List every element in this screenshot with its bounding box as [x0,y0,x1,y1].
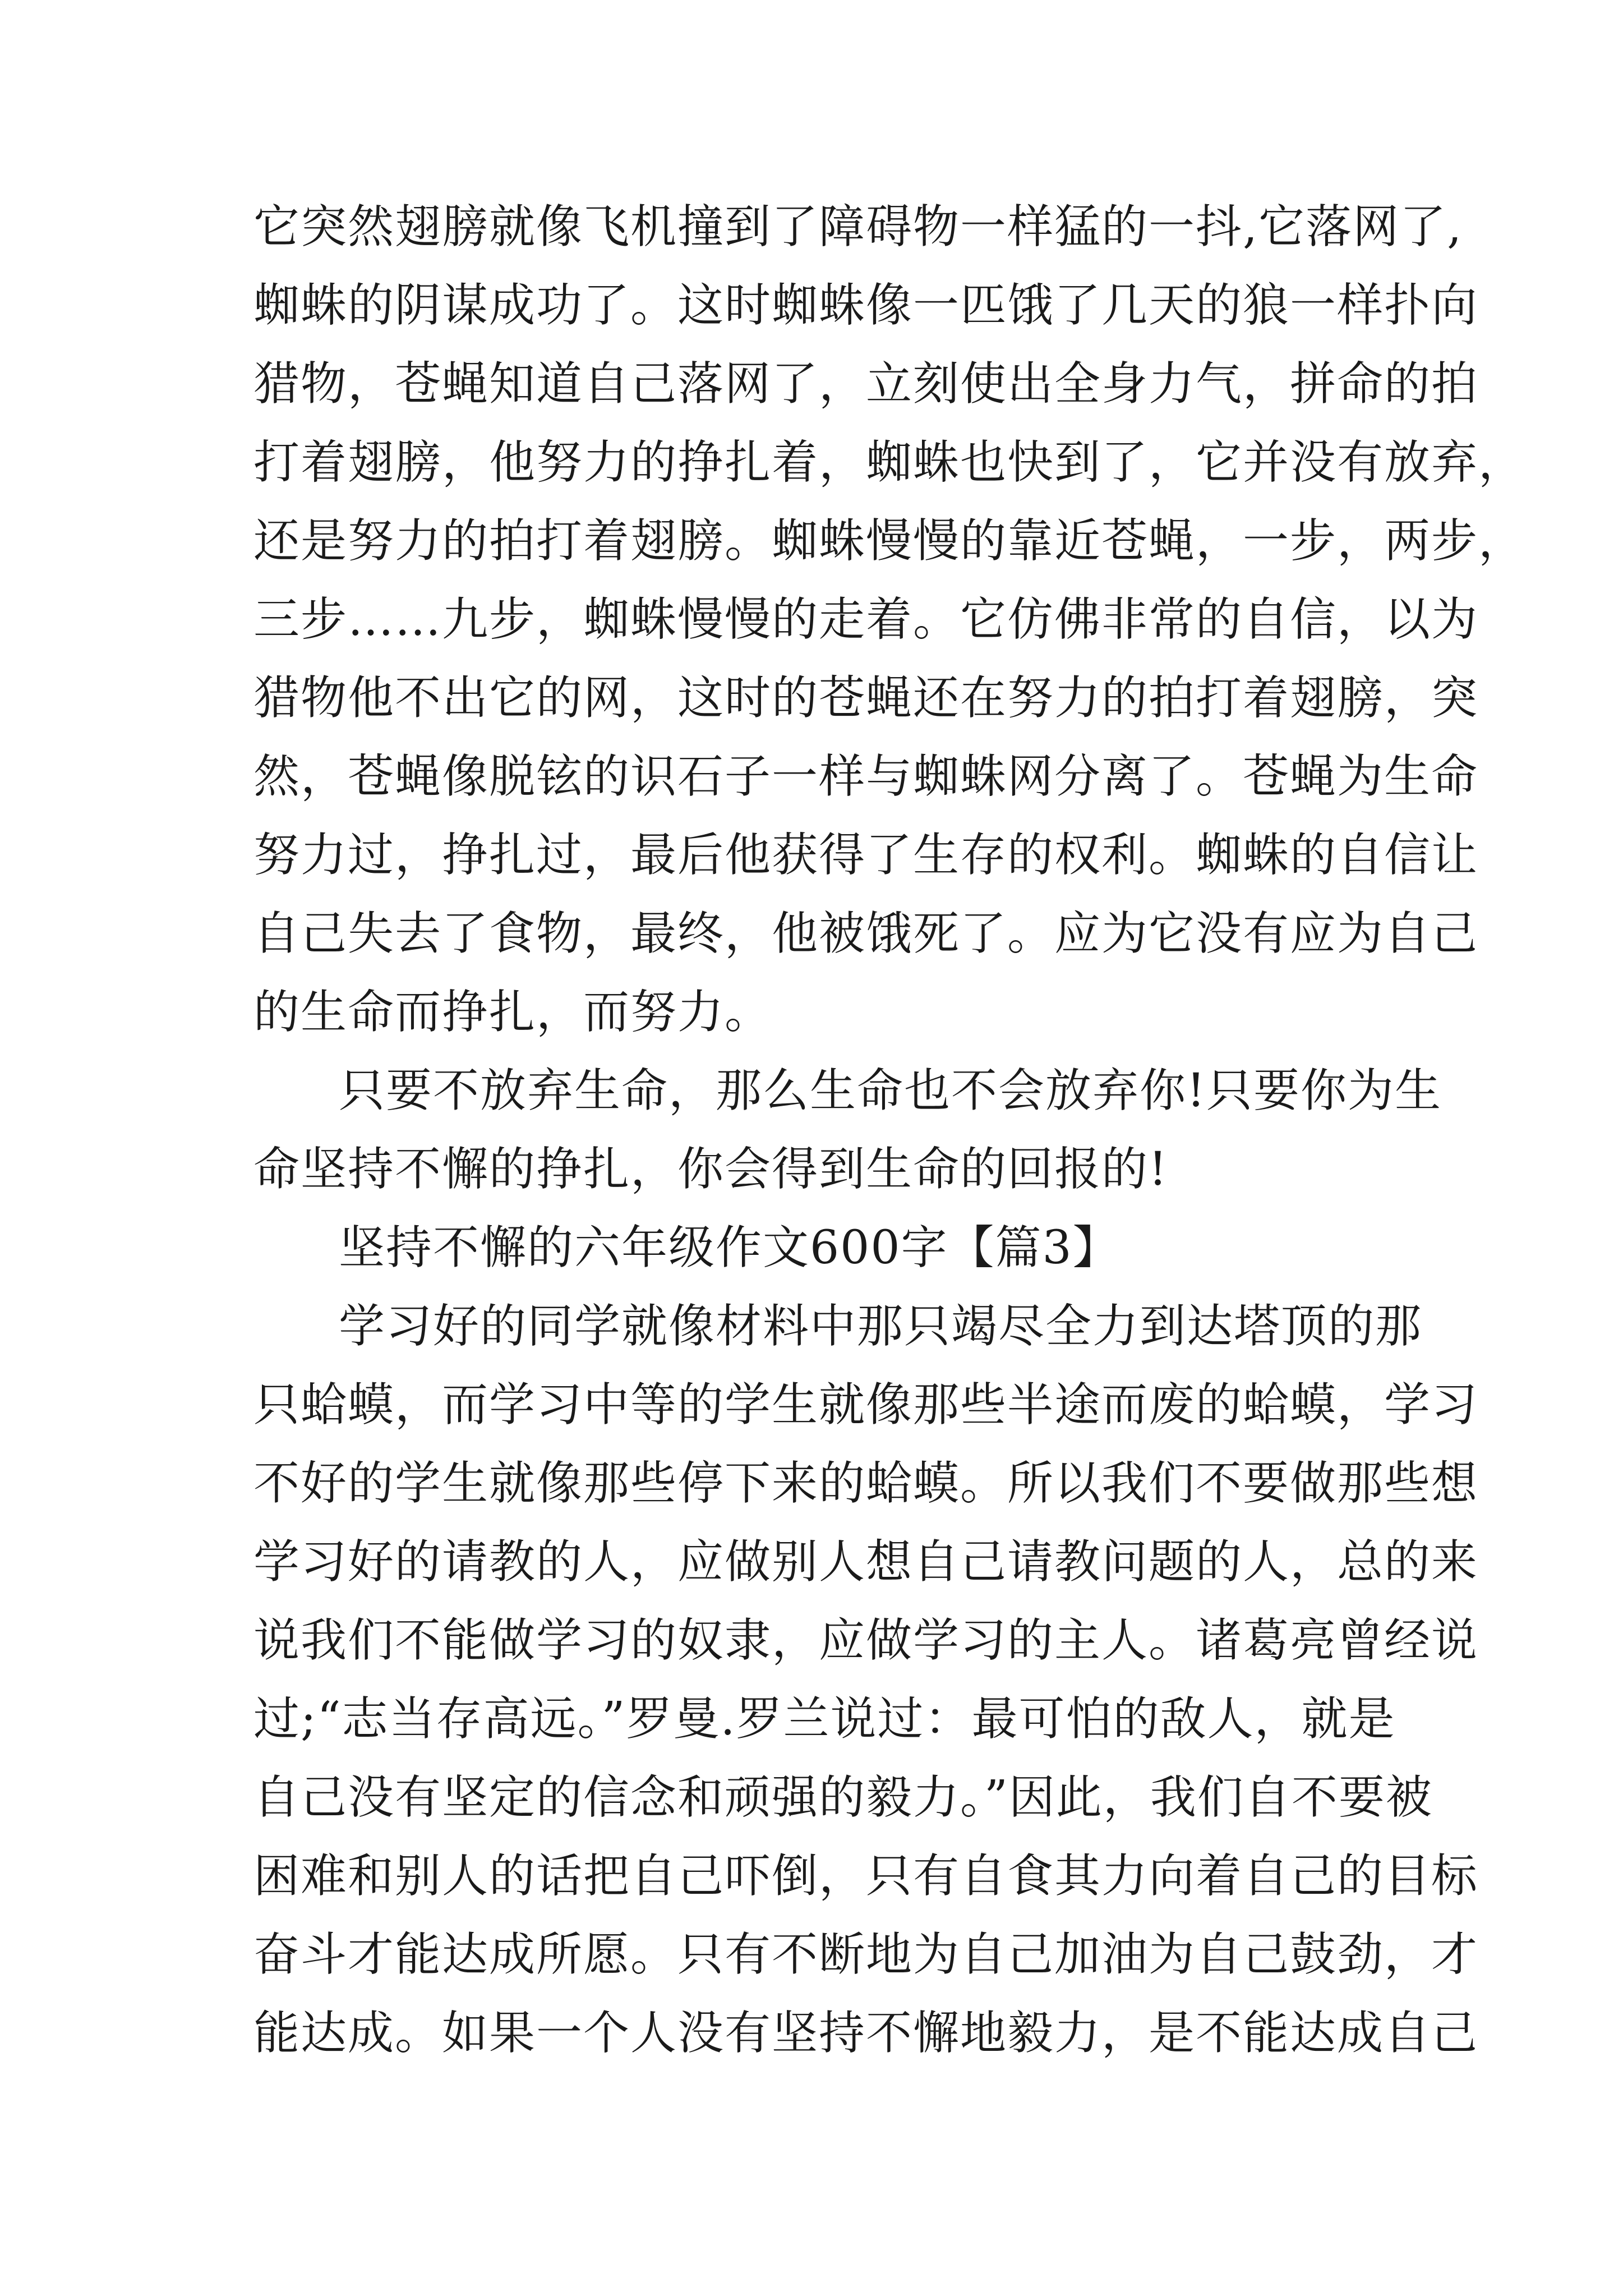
paragraph-line: 困难和别人的话把自己吓倒，只有自食其力向着自己的目标 [253,1849,1479,1903]
paragraph-line: 过;“志当存高远。”罗曼.罗兰说过：最可怕的敌人，就是 [253,1692,1396,1746]
paragraph-line: 还是努力的拍打着翅膀。蜘蛛慢慢的靠近苍蝇，一步，两步， [253,514,1526,568]
paragraph-line: 自己没有坚定的信念和顽强的毅力。”因此，我们自不要被 [253,1771,1433,1824]
paragraph-line: 努力过，挣扎过，最后他获得了生存的权利。蜘蛛的自信让 [253,829,1479,882]
paragraph-line: 三步……九步，蜘蛛慢慢的走着。它仿佛非常的自信，以为 [253,593,1479,646]
paragraph-line: 学习好的同学就像材料中那只竭尽全力到达塔顶的那 [339,1300,1423,1353]
paragraph-line: 猎物，苍蝇知道自己落网了，立刻使出全身力气，拼命的拍 [253,357,1479,411]
paragraph-line: 说我们不能做学习的奴隶，应做学习的主人。诸葛亮曾经说 [253,1614,1479,1667]
paragraph-line: 它突然翅膀就像飞机撞到了障碍物一样猛的一抖,它落网了, [253,200,1463,254]
paragraph-line: 只蛤蟆，而学习中等的学生就像那些半途而废的蛤蟆，学习 [253,1378,1479,1432]
paragraph-line: 奋斗才能达成所愿。只有不断地为自己加油为自己鼓劲，才 [253,1928,1479,1981]
paragraph-line: 然，苍蝇像脱铉的识石子一样与蜘蛛网分离了。苍蝇为生命 [253,750,1479,803]
section-heading: 坚持不懈的六年级作文600字【篇3】 [339,1221,1120,1274]
paragraph-line: 命坚持不懈的挣扎，你会得到生命的回报的! [253,1143,1168,1196]
paragraph-line: 只要不放弃生命，那么生命也不会放弃你!只要你为生 [339,1064,1442,1117]
paragraph-line: 能达成。如果一个人没有坚持不懈地毅力，是不能达成自己 [253,2007,1479,2060]
paragraph-line: 打着翅膀，他努力的挣扎着，蜘蛛也快到了，它并没有放弃， [253,436,1526,489]
paragraph-line: 学习好的请教的人，应做别人想自己请教问题的人，总的来 [253,1535,1479,1589]
paragraph-line: 蜘蛛的阴谋成功了。这时蜘蛛像一匹饿了几天的狼一样扑向 [253,279,1479,332]
paragraph-line: 的生命而挣扎，而努力。 [253,986,772,1039]
paragraph-line: 不好的学生就像那些停下来的蛤蟆。所以我们不要做那些想 [253,1457,1479,1510]
paragraph-line: 自己失去了食物，最终，他被饿死了。应为它没有应为自己 [253,907,1479,960]
paragraph-line: 猎物他不出它的网，这时的苍蝇还在努力的拍打着翅膀，突 [253,671,1479,725]
